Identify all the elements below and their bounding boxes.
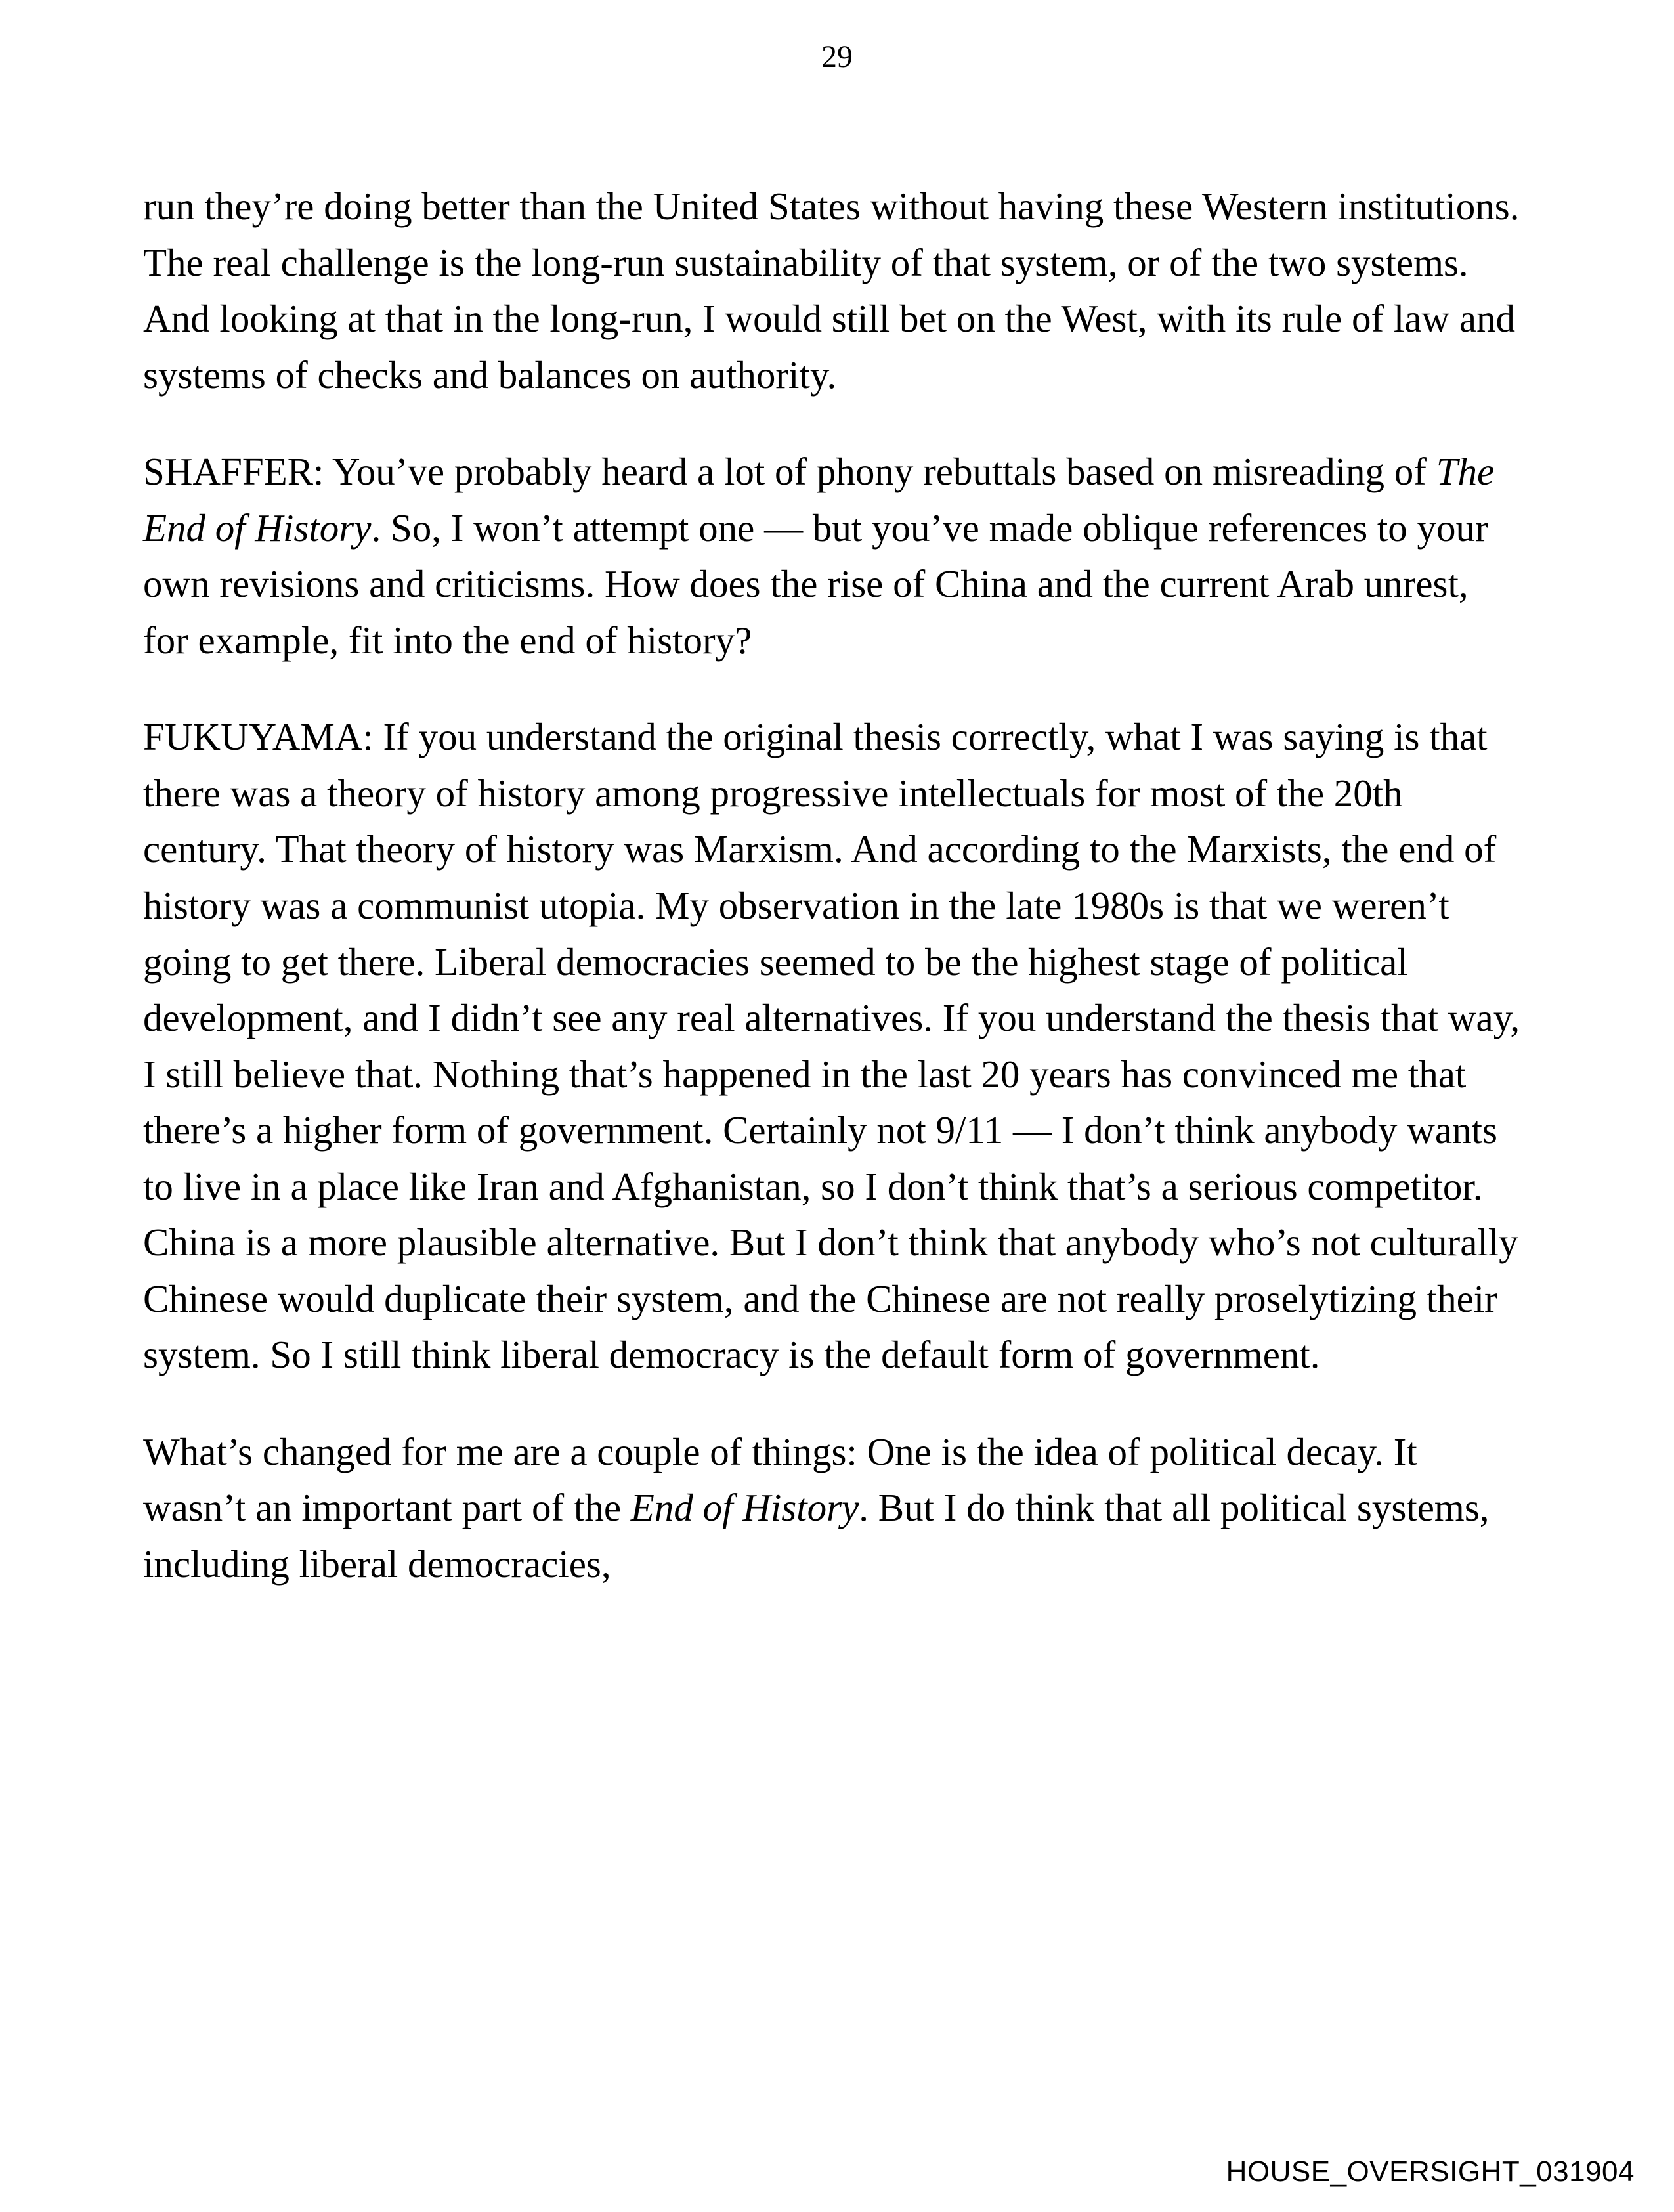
text-run: run they’re doing better than the United States without having these Western institutions. The real challenge is the long-run sustainability of that system, or of the two systems. And looking at that in the long-run, I would still bet on the West, with its rule of law and systems of checks and balances on authority. — [143, 184, 1520, 397]
text-run: SHAFFER: You’ve probably heard a lot of phony rebuttals based on misreading of — [143, 450, 1436, 494]
text-run: FUKUYAMA: If you understand the original thesis correctly, what I was saying is that there was a theory of history among progressive intellectuals for most of the 20th century. That theory of history was Marxism. And according to the Marxists, the end of history was a communist utopia. My observation in the late 1980s is that we weren’t going to get there. Liberal democracies seemed to be the highest stage of political development, and I didn’t see any real alternatives. If you understand the thesis that way, I still believe that. Nothing that’s happened in the last 20 years has convinced me that there’s a higher form of government. Certainly not 9/11 — I don’t think anybody wants to live in a place like Iran and Afghanistan, so I don’t think that’s a serious competitor. China is a more plausible alternative. But I don’t think that anybody who’s not culturally Chinese would duplicate their system, and the Chinese are not really proselytizing their system. So I still think liberal democracy is the default form of government. — [143, 715, 1520, 1377]
paragraph — [143, 444, 1522, 668]
paragraph — [143, 1424, 1522, 1593]
page-content — [143, 179, 1522, 1634]
paragraph — [143, 179, 1522, 403]
paragraph — [143, 709, 1522, 1383]
text-run: . So, I won’t attempt one — but you’ve made oblique references to your own revisions and criticisms. How does the rise of China and the current Arab unrest, for example, fit into the end of history? — [143, 506, 1488, 662]
page-number: 29 — [821, 39, 853, 74]
italic-text-run: The End of History — [143, 450, 1495, 550]
italic-text-run: End of History — [630, 1486, 859, 1530]
footer-stamp: HOUSE_OVERSIGHT_031904 — [1226, 2156, 1635, 2188]
text-run: . But I do think that all political systems, including liberal democracies, — [143, 1486, 1490, 1586]
text-run: What’s changed for me are a couple of things: One is the idea of political decay. It wasn’t an important part of the — [143, 1429, 1417, 1530]
